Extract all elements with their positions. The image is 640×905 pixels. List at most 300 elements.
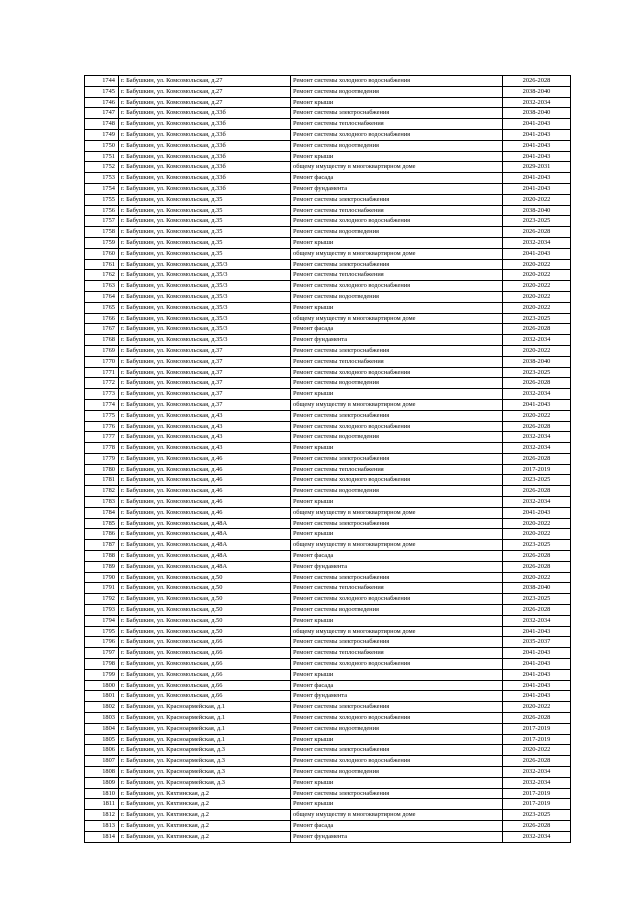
row-number-cell: 1759: [85, 237, 119, 248]
work-type-cell: Ремонт крыши: [291, 497, 503, 508]
period-cell: 2026-2028: [503, 378, 571, 389]
period-cell: 2017-2019: [503, 723, 571, 734]
row-number-cell: 1785: [85, 518, 119, 529]
address-cell: г. Бабушкин, ул. Комсомольская, д.48А: [119, 529, 291, 540]
period-cell: 2038-2040: [503, 108, 571, 119]
row-number-cell: 1758: [85, 227, 119, 238]
table-row: [85, 799, 571, 810]
table-row: [85, 648, 571, 659]
row-number-cell: 1810: [85, 788, 119, 799]
work-type-cell: Ремонт системы электроснабжения: [291, 518, 503, 529]
period-cell: 2026-2028: [503, 756, 571, 767]
work-type-cell: Ремонт крыши: [291, 799, 503, 810]
row-number-cell: 1746: [85, 97, 119, 108]
row-number-cell: 1748: [85, 119, 119, 130]
address-cell: г. Бабушкин, ул. Комсомольская, д.46: [119, 497, 291, 508]
period-cell: 2020-2022: [503, 194, 571, 205]
address-cell: г. Бабушкин, ул. Комсомольская, д.50: [119, 626, 291, 637]
table-row: [85, 421, 571, 432]
table-row: [85, 497, 571, 508]
row-number-cell: 1782: [85, 486, 119, 497]
row-number-cell: 1799: [85, 669, 119, 680]
work-type-cell: общему имуществу в многоквартирном доме: [291, 810, 503, 821]
row-number-cell: 1762: [85, 270, 119, 281]
work-type-cell: Ремонт крыши: [291, 443, 503, 454]
period-cell: 2020-2022: [503, 302, 571, 313]
address-cell: г. Бабушкин, ул. Кяхтинская, д.2: [119, 820, 291, 831]
address-cell: г. Бабушкин, ул. Комсомольская, д.48А: [119, 561, 291, 572]
work-type-cell: Ремонт системы водоотведения: [291, 140, 503, 151]
table-row: [85, 248, 571, 259]
row-number-cell: 1814: [85, 831, 119, 842]
table-row: [85, 97, 571, 108]
row-number-cell: 1752: [85, 162, 119, 173]
table-row: [85, 367, 571, 378]
period-cell: 2041-2043: [503, 669, 571, 680]
address-cell: г. Бабушкин, ул. Комсомольская, д.66: [119, 680, 291, 691]
table-row: [85, 551, 571, 562]
period-cell: 2017-2019: [503, 799, 571, 810]
work-type-cell: Ремонт системы холодного водоснабжения: [291, 594, 503, 605]
table-row: [85, 464, 571, 475]
work-type-cell: общему имуществу в многоквартирном доме: [291, 248, 503, 259]
row-number-cell: 1760: [85, 248, 119, 259]
period-cell: 2026-2028: [503, 324, 571, 335]
address-cell: г. Бабушкин, ул. Комсомольская, д.35/3: [119, 313, 291, 324]
period-cell: 2020-2022: [503, 518, 571, 529]
address-cell: г. Бабушкин, ул. Комсомольская, д.46: [119, 475, 291, 486]
work-type-cell: Ремонт системы электроснабжения: [291, 259, 503, 270]
table-row: [85, 702, 571, 713]
work-type-cell: общему имуществу в многоквартирном доме: [291, 399, 503, 410]
address-cell: г. Бабушкин, ул. Комсомольская, д.35: [119, 194, 291, 205]
table-row: [85, 335, 571, 346]
table-row: [85, 518, 571, 529]
work-type-cell: Ремонт системы водоотведения: [291, 486, 503, 497]
address-cell: г. Бабушкин, ул. Комсомольская, д.66: [119, 648, 291, 659]
table-row: [85, 820, 571, 831]
table-row: [85, 691, 571, 702]
period-cell: 2023-2025: [503, 810, 571, 821]
address-cell: г. Бабушкин, ул. Комсомольская, д.48А: [119, 551, 291, 562]
work-type-cell: Ремонт системы водоотведения: [291, 432, 503, 443]
period-cell: 2026-2028: [503, 76, 571, 87]
address-cell: г. Бабушкин, ул. Комсомольская, д.33б: [119, 140, 291, 151]
period-cell: 2017-2019: [503, 734, 571, 745]
repair-schedule-table: [84, 75, 571, 843]
table-row: [85, 313, 571, 324]
period-cell: 2041-2043: [503, 626, 571, 637]
period-cell: 2020-2022: [503, 259, 571, 270]
row-number-cell: 1804: [85, 723, 119, 734]
work-type-cell: общему имуществу в многоквартирном доме: [291, 162, 503, 173]
period-cell: 2026-2028: [503, 820, 571, 831]
table-row: [85, 486, 571, 497]
period-cell: 2023-2025: [503, 475, 571, 486]
address-cell: г. Бабушкин, ул. Комсомольская, д.66: [119, 659, 291, 670]
row-number-cell: 1776: [85, 421, 119, 432]
address-cell: г. Бабушкин, ул. Комсомольская, д.37: [119, 378, 291, 389]
table-row: [85, 453, 571, 464]
row-number-cell: 1811: [85, 799, 119, 810]
period-cell: 2026-2028: [503, 605, 571, 616]
table-row: [85, 76, 571, 87]
row-number-cell: 1766: [85, 313, 119, 324]
address-cell: г. Бабушкин, ул. Комсомольская, д.46: [119, 453, 291, 464]
table-row: [85, 324, 571, 335]
address-cell: г. Бабушкин, ул. Комсомольская, д.43: [119, 432, 291, 443]
work-type-cell: Ремонт системы холодного водоснабжения: [291, 421, 503, 432]
row-number-cell: 1806: [85, 745, 119, 756]
work-type-cell: Ремонт системы теплоснабжения: [291, 356, 503, 367]
row-number-cell: 1808: [85, 767, 119, 778]
row-number-cell: 1791: [85, 583, 119, 594]
table-row: [85, 723, 571, 734]
row-number-cell: 1751: [85, 151, 119, 162]
period-cell: 2041-2043: [503, 248, 571, 259]
period-cell: 2017-2019: [503, 464, 571, 475]
work-type-cell: Ремонт крыши: [291, 615, 503, 626]
address-cell: г. Бабушкин, ул. Комсомольская, д.37: [119, 399, 291, 410]
work-type-cell: Ремонт фасада: [291, 324, 503, 335]
work-type-cell: Ремонт системы электроснабжения: [291, 194, 503, 205]
work-type-cell: общему имуществу в многоквартирном доме: [291, 540, 503, 551]
work-type-cell: Ремонт системы водоотведения: [291, 723, 503, 734]
work-type-cell: Ремонт системы холодного водоснабжения: [291, 659, 503, 670]
address-cell: г. Бабушкин, ул. Кяхтинская, д.2: [119, 831, 291, 842]
period-cell: 2041-2043: [503, 680, 571, 691]
row-number-cell: 1764: [85, 291, 119, 302]
period-cell: 2023-2025: [503, 367, 571, 378]
table-row: [85, 151, 571, 162]
work-type-cell: Ремонт крыши: [291, 389, 503, 400]
table-row: [85, 389, 571, 400]
table-row: [85, 507, 571, 518]
row-number-cell: 1754: [85, 183, 119, 194]
address-cell: г. Бабушкин, ул. Красноармейская, д.1: [119, 702, 291, 713]
period-cell: 2041-2043: [503, 140, 571, 151]
row-number-cell: 1750: [85, 140, 119, 151]
row-number-cell: 1769: [85, 345, 119, 356]
table-row: [85, 572, 571, 583]
row-number-cell: 1777: [85, 432, 119, 443]
table-row: [85, 637, 571, 648]
address-cell: г. Бабушкин, ул. Кяхтинская, д.2: [119, 799, 291, 810]
row-number-cell: 1807: [85, 756, 119, 767]
work-type-cell: Ремонт системы холодного водоснабжения: [291, 129, 503, 140]
table-row: [85, 540, 571, 551]
table-row: [85, 831, 571, 842]
row-number-cell: 1797: [85, 648, 119, 659]
work-type-cell: Ремонт фасада: [291, 551, 503, 562]
work-type-cell: Ремонт системы электроснабжения: [291, 745, 503, 756]
table-row: [85, 356, 571, 367]
row-number-cell: 1790: [85, 572, 119, 583]
row-number-cell: 1781: [85, 475, 119, 486]
work-type-cell: Ремонт системы водоотведения: [291, 86, 503, 97]
period-cell: 2020-2022: [503, 572, 571, 583]
period-cell: 2041-2043: [503, 659, 571, 670]
work-type-cell: Ремонт крыши: [291, 302, 503, 313]
work-type-cell: Ремонт фундамента: [291, 831, 503, 842]
period-cell: 2026-2028: [503, 561, 571, 572]
table-row: [85, 626, 571, 637]
row-number-cell: 1798: [85, 659, 119, 670]
period-cell: 2032-2034: [503, 335, 571, 346]
period-cell: 2032-2034: [503, 777, 571, 788]
row-number-cell: 1771: [85, 367, 119, 378]
period-cell: 2032-2034: [503, 497, 571, 508]
work-type-cell: Ремонт системы теплоснабжения: [291, 583, 503, 594]
row-number-cell: 1770: [85, 356, 119, 367]
work-type-cell: Ремонт системы теплоснабжения: [291, 648, 503, 659]
work-type-cell: Ремонт крыши: [291, 669, 503, 680]
address-cell: г. Бабушкин, ул. Красноармейская, д.3: [119, 745, 291, 756]
period-cell: 2032-2034: [503, 237, 571, 248]
address-cell: г. Бабушкин, ул. Комсомольская, д.33б: [119, 183, 291, 194]
row-number-cell: 1784: [85, 507, 119, 518]
period-cell: 2038-2040: [503, 356, 571, 367]
work-type-cell: Ремонт крыши: [291, 529, 503, 540]
row-number-cell: 1747: [85, 108, 119, 119]
work-type-cell: Ремонт фундамента: [291, 183, 503, 194]
work-type-cell: Ремонт системы теплоснабжения: [291, 205, 503, 216]
address-cell: г. Бабушкин, ул. Комсомольская, д.35: [119, 205, 291, 216]
address-cell: г. Бабушкин, ул. Комсомольская, д.37: [119, 367, 291, 378]
work-type-cell: Ремонт системы холодного водоснабжения: [291, 756, 503, 767]
address-cell: г. Бабушкин, ул. Комсомольская, д.43: [119, 410, 291, 421]
table-row: [85, 237, 571, 248]
period-cell: 2029-2031: [503, 162, 571, 173]
row-number-cell: 1800: [85, 680, 119, 691]
table-row: [85, 475, 571, 486]
period-cell: 2038-2040: [503, 583, 571, 594]
work-type-cell: Ремонт системы теплоснабжения: [291, 270, 503, 281]
table-row: [85, 345, 571, 356]
table-row: [85, 270, 571, 281]
period-cell: 2032-2034: [503, 432, 571, 443]
table-row: [85, 86, 571, 97]
address-cell: г. Бабушкин, ул. Комсомольская, д.48А: [119, 518, 291, 529]
table-row: [85, 756, 571, 767]
row-number-cell: 1779: [85, 453, 119, 464]
address-cell: г. Бабушкин, ул. Комсомольская, д.27: [119, 97, 291, 108]
period-cell: 2023-2025: [503, 313, 571, 324]
address-cell: г. Бабушкин, ул. Комсомольская, д.35/3: [119, 281, 291, 292]
row-number-cell: 1745: [85, 86, 119, 97]
work-type-cell: Ремонт фасада: [291, 680, 503, 691]
period-cell: 2020-2022: [503, 270, 571, 281]
work-type-cell: Ремонт системы электроснабжения: [291, 572, 503, 583]
address-cell: г. Бабушкин, ул. Красноармейская, д.1: [119, 723, 291, 734]
work-type-cell: Ремонт системы теплоснабжения: [291, 119, 503, 130]
table-row: [85, 615, 571, 626]
table-row: [85, 119, 571, 130]
work-type-cell: Ремонт фундамента: [291, 335, 503, 346]
row-number-cell: 1805: [85, 734, 119, 745]
row-number-cell: 1793: [85, 605, 119, 616]
row-number-cell: 1761: [85, 259, 119, 270]
row-number-cell: 1774: [85, 399, 119, 410]
address-cell: г. Бабушкин, ул. Комсомольская, д.37: [119, 389, 291, 400]
row-number-cell: 1749: [85, 129, 119, 140]
work-type-cell: Ремонт системы водоотведения: [291, 227, 503, 238]
period-cell: 2032-2034: [503, 615, 571, 626]
address-cell: г. Бабушкин, ул. Красноармейская, д.1: [119, 713, 291, 724]
work-type-cell: Ремонт крыши: [291, 151, 503, 162]
table-row: [85, 669, 571, 680]
row-number-cell: 1789: [85, 561, 119, 572]
table-row: [85, 605, 571, 616]
work-type-cell: общему имуществу в многоквартирном доме: [291, 313, 503, 324]
work-type-cell: Ремонт фундамента: [291, 691, 503, 702]
period-cell: 2041-2043: [503, 691, 571, 702]
period-cell: 2041-2043: [503, 507, 571, 518]
table-body: [85, 76, 571, 843]
period-cell: 2041-2043: [503, 173, 571, 184]
work-type-cell: Ремонт крыши: [291, 734, 503, 745]
work-type-cell: общему имуществу в многоквартирном доме: [291, 626, 503, 637]
period-cell: 2026-2028: [503, 551, 571, 562]
period-cell: 2026-2028: [503, 227, 571, 238]
work-type-cell: Ремонт системы электроснабжения: [291, 108, 503, 119]
row-number-cell: 1783: [85, 497, 119, 508]
period-cell: 2017-2019: [503, 788, 571, 799]
period-cell: 2032-2034: [503, 443, 571, 454]
row-number-cell: 1796: [85, 637, 119, 648]
row-number-cell: 1803: [85, 713, 119, 724]
row-number-cell: 1787: [85, 540, 119, 551]
period-cell: 2023-2025: [503, 540, 571, 551]
work-type-cell: Ремонт крыши: [291, 237, 503, 248]
table-row: [85, 140, 571, 151]
row-number-cell: 1767: [85, 324, 119, 335]
work-type-cell: Ремонт системы холодного водоснабжения: [291, 367, 503, 378]
row-number-cell: 1813: [85, 820, 119, 831]
period-cell: 2041-2043: [503, 129, 571, 140]
address-cell: г. Бабушкин, ул. Кяхтинская, д.2: [119, 788, 291, 799]
table-row: [85, 734, 571, 745]
row-number-cell: 1794: [85, 615, 119, 626]
address-cell: г. Бабушкин, ул. Комсомольская, д.50: [119, 615, 291, 626]
address-cell: г. Бабушкин, ул. Комсомольская, д.37: [119, 345, 291, 356]
period-cell: 2035-2037: [503, 637, 571, 648]
period-cell: 2038-2040: [503, 86, 571, 97]
address-cell: г. Бабушкин, ул. Комсомольская, д.35: [119, 248, 291, 259]
period-cell: 2032-2034: [503, 97, 571, 108]
address-cell: г. Бабушкин, ул. Комсомольская, д.50: [119, 583, 291, 594]
address-cell: г. Бабушкин, ул. Комсомольская, д.35: [119, 216, 291, 227]
work-type-cell: Ремонт фундамента: [291, 561, 503, 572]
row-number-cell: 1768: [85, 335, 119, 346]
address-cell: г. Бабушкин, ул. Комсомольская, д.48А: [119, 540, 291, 551]
table-row: [85, 680, 571, 691]
table-row: [85, 173, 571, 184]
work-type-cell: Ремонт системы электроснабжения: [291, 637, 503, 648]
period-cell: 2020-2022: [503, 529, 571, 540]
address-cell: г. Бабушкин, ул. Комсомольская, д.35/3: [119, 270, 291, 281]
address-cell: г. Бабушкин, ул. Комсомольская, д.50: [119, 572, 291, 583]
address-cell: г. Бабушкин, ул. Комсомольская, д.35/3: [119, 291, 291, 302]
period-cell: 2026-2028: [503, 421, 571, 432]
table-row: [85, 291, 571, 302]
row-number-cell: 1753: [85, 173, 119, 184]
table-row: [85, 432, 571, 443]
period-cell: 2023-2025: [503, 216, 571, 227]
period-cell: 2041-2043: [503, 399, 571, 410]
row-number-cell: 1802: [85, 702, 119, 713]
row-number-cell: 1757: [85, 216, 119, 227]
period-cell: 2032-2034: [503, 389, 571, 400]
row-number-cell: 1795: [85, 626, 119, 637]
work-type-cell: Ремонт системы холодного водоснабжения: [291, 713, 503, 724]
table-row: [85, 583, 571, 594]
work-type-cell: Ремонт системы холодного водоснабжения: [291, 281, 503, 292]
table-row: [85, 713, 571, 724]
address-cell: г. Бабушкин, ул. Кяхтинская, д.2: [119, 810, 291, 821]
work-type-cell: Ремонт системы водоотведения: [291, 605, 503, 616]
period-cell: 2038-2040: [503, 205, 571, 216]
table-row: [85, 183, 571, 194]
work-type-cell: Ремонт системы холодного водоснабжения: [291, 475, 503, 486]
row-number-cell: 1744: [85, 76, 119, 87]
work-type-cell: Ремонт системы холодного водоснабжения: [291, 76, 503, 87]
table-row: [85, 659, 571, 670]
address-cell: г. Бабушкин, ул. Комсомольская, д.46: [119, 486, 291, 497]
address-cell: г. Бабушкин, ул. Комсомольская, д.37: [119, 356, 291, 367]
address-cell: г. Бабушкин, ул. Комсомольская, д.27: [119, 76, 291, 87]
period-cell: 2020-2022: [503, 745, 571, 756]
address-cell: г. Бабушкин, ул. Комсомольская, д.35: [119, 227, 291, 238]
row-number-cell: 1792: [85, 594, 119, 605]
work-type-cell: Ремонт системы электроснабжения: [291, 345, 503, 356]
table-row: [85, 227, 571, 238]
work-type-cell: Ремонт крыши: [291, 97, 503, 108]
period-cell: 2041-2043: [503, 151, 571, 162]
address-cell: г. Бабушкин, ул. Комсомольская, д.35/3: [119, 335, 291, 346]
row-number-cell: 1812: [85, 810, 119, 821]
row-number-cell: 1763: [85, 281, 119, 292]
period-cell: 2023-2025: [503, 594, 571, 605]
table-row: [85, 259, 571, 270]
period-cell: 2041-2043: [503, 183, 571, 194]
table-row: [85, 443, 571, 454]
table-row: [85, 129, 571, 140]
address-cell: г. Бабушкин, ул. Комсомольская, д.46: [119, 507, 291, 518]
work-type-cell: Ремонт системы электроснабжения: [291, 702, 503, 713]
address-cell: г. Бабушкин, ул. Комсомольская, д.35/3: [119, 302, 291, 313]
row-number-cell: 1755: [85, 194, 119, 205]
address-cell: г. Бабушкин, ул. Красноармейская, д.3: [119, 777, 291, 788]
table-row: [85, 561, 571, 572]
table-row: [85, 162, 571, 173]
address-cell: г. Бабушкин, ул. Комсомольская, д.27: [119, 86, 291, 97]
address-cell: г. Бабушкин, ул. Комсомольская, д.50: [119, 605, 291, 616]
row-number-cell: 1773: [85, 389, 119, 400]
address-cell: г. Бабушкин, ул. Комсомольская, д.43: [119, 443, 291, 454]
address-cell: г. Бабушкин, ул. Комсомольская, д.35/3: [119, 259, 291, 270]
work-type-cell: Ремонт системы холодного водоснабжения: [291, 216, 503, 227]
address-cell: г. Бабушкин, ул. Комсомольская, д.66: [119, 637, 291, 648]
address-cell: г. Бабушкин, ул. Комсомольская, д.43: [119, 421, 291, 432]
table-row: [85, 108, 571, 119]
period-cell: 2020-2022: [503, 345, 571, 356]
row-number-cell: 1788: [85, 551, 119, 562]
work-type-cell: Ремонт системы водоотведения: [291, 767, 503, 778]
table-row: [85, 410, 571, 421]
period-cell: 2032-2034: [503, 767, 571, 778]
address-cell: г. Бабушкин, ул. Комсомольская, д.33б: [119, 129, 291, 140]
